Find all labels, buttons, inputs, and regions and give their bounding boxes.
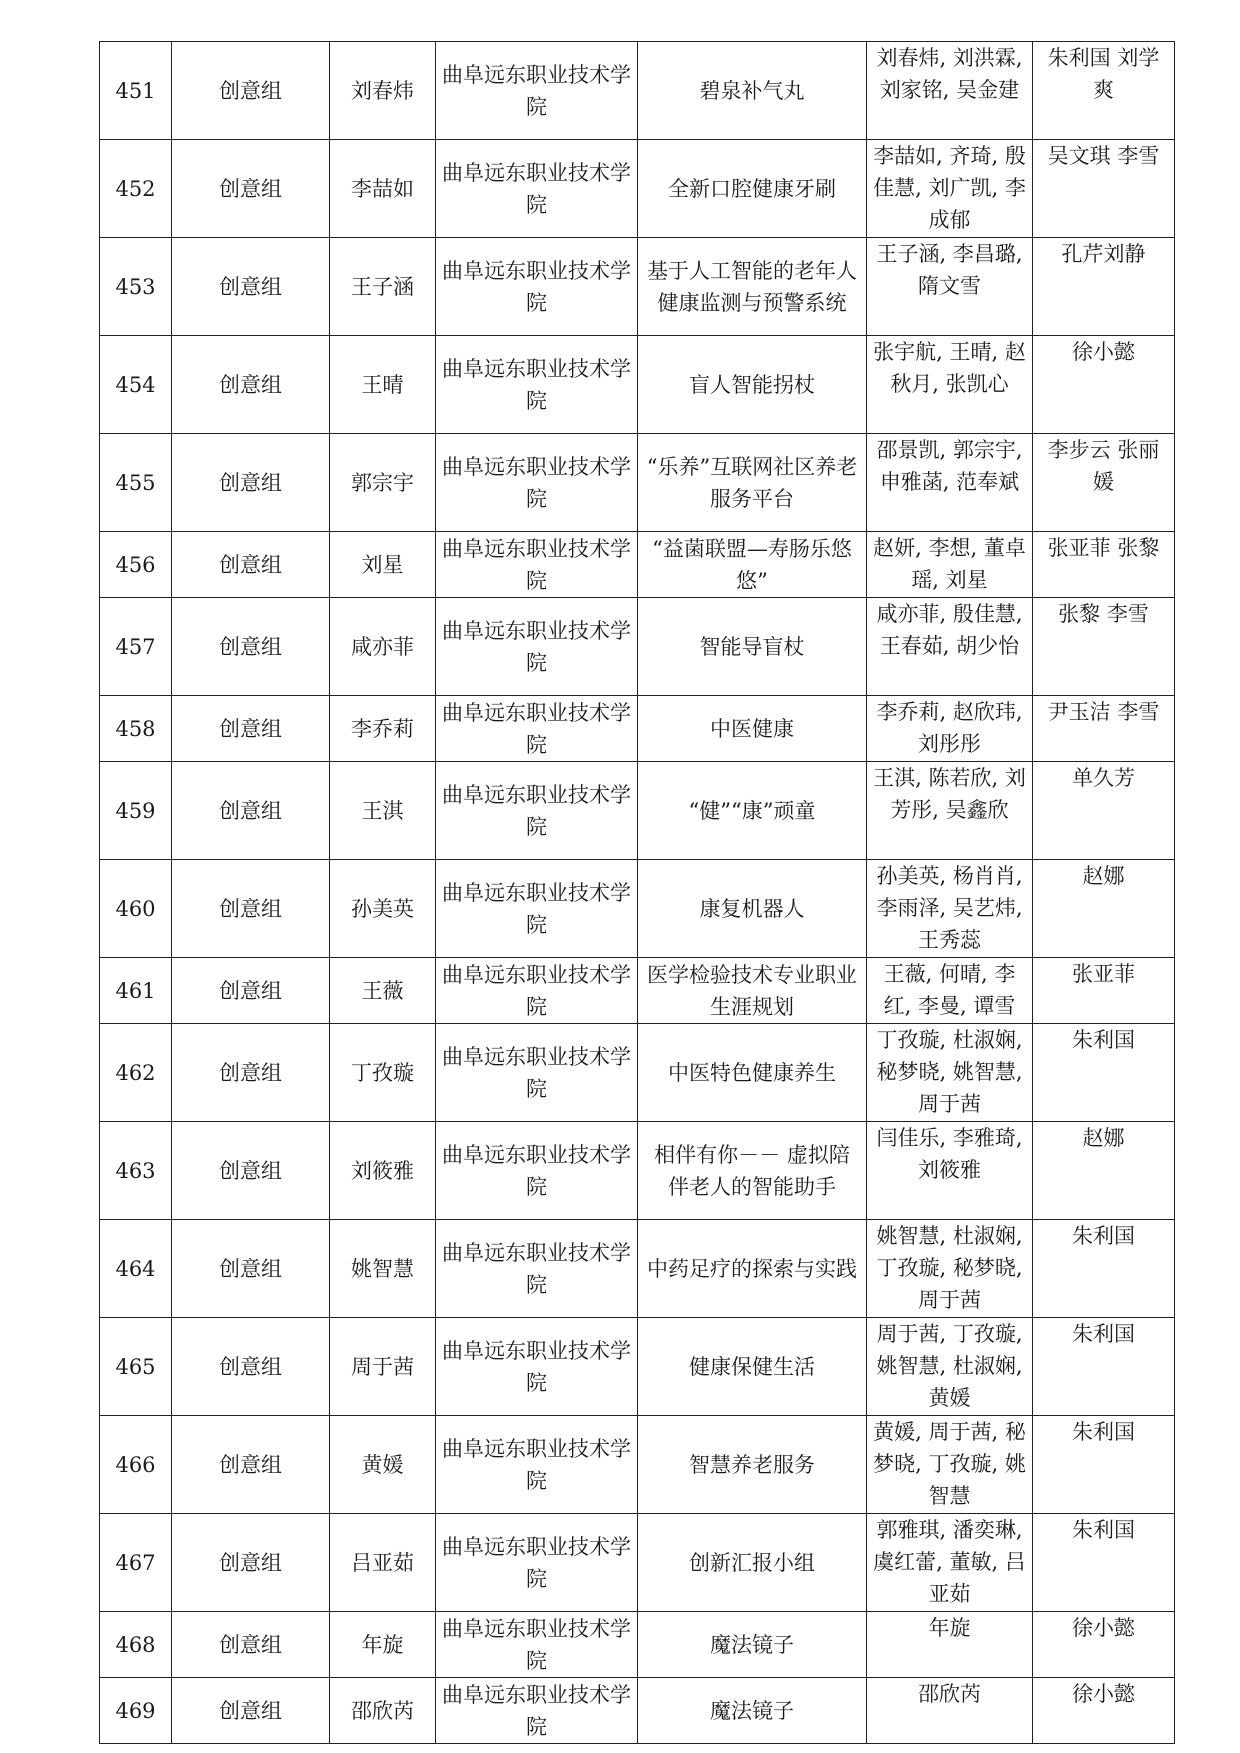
cell-leader: 周于茜 [330, 1318, 436, 1416]
table-row [100, 1122, 1175, 1220]
cell-members: 周于茜, 丁孜璇, 姚智慧, 杜淑娴, 黄媛 [867, 1318, 1033, 1416]
cell-group: 创意组 [172, 532, 330, 598]
cell-members: 邵景凯, 郭宗宇, 申雅菡, 范奉斌 [867, 434, 1033, 532]
table-row [100, 1416, 1175, 1514]
cell-members: 年旋 [867, 1612, 1033, 1678]
table-row [100, 696, 1175, 762]
cell-members: 丁孜璇, 杜淑娴, 秘梦晓, 姚智慧, 周于茜 [867, 1024, 1033, 1122]
cell-number: 466 [100, 1416, 172, 1514]
cell-members: 邵欣芮 [867, 1678, 1033, 1744]
cell-school: 曲阜远东职业技术学院 [436, 598, 638, 696]
cell-leader: 刘筱雅 [330, 1122, 436, 1220]
cell-members: 郭雅琪, 潘奕琳, 虞红蕾, 董敏, 吕亚茹 [867, 1514, 1033, 1612]
cell-number: 465 [100, 1318, 172, 1416]
cell-members: 刘春炜, 刘洪霖, 刘家铭, 吴金建 [867, 42, 1033, 140]
cell-project: 中药足疗的探索与实践 [638, 1220, 867, 1318]
cell-project: “健”“康”顽童 [638, 762, 867, 860]
cell-leader: 咸亦菲 [330, 598, 436, 696]
cell-advisor: 朱利国 [1033, 1024, 1175, 1122]
cell-group: 创意组 [172, 1220, 330, 1318]
cell-school: 曲阜远东职业技术学院 [436, 532, 638, 598]
table-row [100, 336, 1175, 434]
cell-number: 457 [100, 598, 172, 696]
table-row [100, 434, 1175, 532]
table-row [100, 238, 1175, 336]
cell-number: 463 [100, 1122, 172, 1220]
cell-project: “乐养”互联网社区养老服务平台 [638, 434, 867, 532]
cell-project: 健康保健生活 [638, 1318, 867, 1416]
cell-leader: 姚智慧 [330, 1220, 436, 1318]
cell-leader: 吕亚茹 [330, 1514, 436, 1612]
cell-school: 曲阜远东职业技术学院 [436, 1416, 638, 1514]
cell-school: 曲阜远东职业技术学院 [436, 860, 638, 958]
cell-project: 魔法镜子 [638, 1612, 867, 1678]
cell-members: 张宇航, 王晴, 赵秋月, 张凯心 [867, 336, 1033, 434]
cell-leader: 王淇 [330, 762, 436, 860]
cell-leader: 李乔莉 [330, 696, 436, 762]
cell-group: 创意组 [172, 1514, 330, 1612]
cell-school: 曲阜远东职业技术学院 [436, 336, 638, 434]
cell-school: 曲阜远东职业技术学院 [436, 42, 638, 140]
cell-school: 曲阜远东职业技术学院 [436, 1318, 638, 1416]
cell-school: 曲阜远东职业技术学院 [436, 1612, 638, 1678]
cell-number: 464 [100, 1220, 172, 1318]
cell-members: 王薇, 何晴, 李红, 李曼, 谭雪 [867, 958, 1033, 1024]
cell-advisor: 尹玉洁 李雪 [1033, 696, 1175, 762]
award-table [99, 41, 1175, 1744]
table-row [100, 598, 1175, 696]
cell-group: 创意组 [172, 762, 330, 860]
cell-group: 创意组 [172, 336, 330, 434]
cell-advisor: 张亚菲 张黎 [1033, 532, 1175, 598]
cell-advisor: 徐小懿 [1033, 1678, 1175, 1744]
cell-members: 王子涵, 李昌璐, 隋文雪 [867, 238, 1033, 336]
cell-group: 创意组 [172, 696, 330, 762]
cell-school: 曲阜远东职业技术学院 [436, 1678, 638, 1744]
table-row [100, 532, 1175, 598]
cell-leader: 孙美英 [330, 860, 436, 958]
cell-group: 创意组 [172, 238, 330, 336]
cell-project: 中医健康 [638, 696, 867, 762]
cell-advisor: 张亚菲 [1033, 958, 1175, 1024]
table-row [100, 1024, 1175, 1122]
table-body [100, 42, 1175, 1744]
cell-members: 赵妍, 李想, 董卓瑶, 刘星 [867, 532, 1033, 598]
cell-advisor: 徐小懿 [1033, 336, 1175, 434]
cell-leader: 邵欣芮 [330, 1678, 436, 1744]
table-row [100, 860, 1175, 958]
cell-advisor: 朱利国 [1033, 1220, 1175, 1318]
cell-advisor: 赵娜 [1033, 860, 1175, 958]
cell-number: 453 [100, 238, 172, 336]
cell-project: 盲人智能拐杖 [638, 336, 867, 434]
cell-members: 闫佳乐, 李雅琦, 刘筱雅 [867, 1122, 1033, 1220]
cell-advisor: 赵娜 [1033, 1122, 1175, 1220]
table-row [100, 1220, 1175, 1318]
cell-school: 曲阜远东职业技术学院 [436, 1024, 638, 1122]
cell-advisor: 徐小懿 [1033, 1612, 1175, 1678]
cell-project: 基于人工智能的老年人健康监测与预警系统 [638, 238, 867, 336]
cell-group: 创意组 [172, 1612, 330, 1678]
cell-leader: 刘春炜 [330, 42, 436, 140]
cell-number: 468 [100, 1612, 172, 1678]
table-row [100, 1678, 1175, 1744]
cell-school: 曲阜远东职业技术学院 [436, 140, 638, 238]
cell-number: 461 [100, 958, 172, 1024]
cell-group: 创意组 [172, 1318, 330, 1416]
cell-school: 曲阜远东职业技术学院 [436, 696, 638, 762]
table-row [100, 140, 1175, 238]
cell-advisor: 朱利国 刘学爽 [1033, 42, 1175, 140]
cell-project: 创新汇报小组 [638, 1514, 867, 1612]
cell-advisor: 孔芹刘静 [1033, 238, 1175, 336]
cell-group: 创意组 [172, 1024, 330, 1122]
cell-members: 李喆如, 齐琦, 殷佳慧, 刘广凯, 李成郁 [867, 140, 1033, 238]
cell-advisor: 吴文琪 李雪 [1033, 140, 1175, 238]
table-row [100, 762, 1175, 860]
table-row [100, 1514, 1175, 1612]
table-row [100, 1612, 1175, 1678]
cell-group: 创意组 [172, 1416, 330, 1514]
cell-project: 中医特色健康养生 [638, 1024, 867, 1122]
table-row [100, 958, 1175, 1024]
cell-project: 碧泉补气丸 [638, 42, 867, 140]
cell-number: 460 [100, 860, 172, 958]
cell-number: 458 [100, 696, 172, 762]
cell-school: 曲阜远东职业技术学院 [436, 1122, 638, 1220]
cell-leader: 王薇 [330, 958, 436, 1024]
cell-group: 创意组 [172, 958, 330, 1024]
cell-leader: 王子涵 [330, 238, 436, 336]
cell-project: 康复机器人 [638, 860, 867, 958]
cell-leader: 刘星 [330, 532, 436, 598]
cell-leader: 王晴 [330, 336, 436, 434]
cell-number: 454 [100, 336, 172, 434]
cell-number: 459 [100, 762, 172, 860]
cell-leader: 黄媛 [330, 1416, 436, 1514]
cell-group: 创意组 [172, 598, 330, 696]
cell-group: 创意组 [172, 42, 330, 140]
cell-leader: 丁孜璇 [330, 1024, 436, 1122]
cell-leader: 年旋 [330, 1612, 436, 1678]
cell-number: 452 [100, 140, 172, 238]
table-row [100, 42, 1175, 140]
cell-group: 创意组 [172, 860, 330, 958]
cell-number: 467 [100, 1514, 172, 1612]
cell-advisor: 朱利国 [1033, 1318, 1175, 1416]
cell-number: 469 [100, 1678, 172, 1744]
cell-group: 创意组 [172, 1678, 330, 1744]
cell-project: 智能导盲杖 [638, 598, 867, 696]
cell-members: 李乔莉, 赵欣玮, 刘彤彤 [867, 696, 1033, 762]
cell-advisor: 李步云 张丽媛 [1033, 434, 1175, 532]
cell-members: 姚智慧, 杜淑娴, 丁孜璇, 秘梦晓, 周于茜 [867, 1220, 1033, 1318]
cell-school: 曲阜远东职业技术学院 [436, 238, 638, 336]
cell-school: 曲阜远东职业技术学院 [436, 1514, 638, 1612]
cell-members: 咸亦菲, 殷佳慧, 王春茹, 胡少怡 [867, 598, 1033, 696]
cell-group: 创意组 [172, 1122, 330, 1220]
cell-project: 全新口腔健康牙刷 [638, 140, 867, 238]
cell-school: 曲阜远东职业技术学院 [436, 958, 638, 1024]
cell-group: 创意组 [172, 140, 330, 238]
table-row [100, 1318, 1175, 1416]
cell-school: 曲阜远东职业技术学院 [436, 1220, 638, 1318]
cell-members: 黄媛, 周于茜, 秘梦晓, 丁孜璇, 姚智慧 [867, 1416, 1033, 1514]
cell-project: 魔法镜子 [638, 1678, 867, 1744]
cell-advisor: 单久芳 [1033, 762, 1175, 860]
cell-advisor: 张黎 李雪 [1033, 598, 1175, 696]
cell-project: 医学检验技术专业职业生涯规划 [638, 958, 867, 1024]
cell-advisor: 朱利国 [1033, 1416, 1175, 1514]
cell-project: “益菌联盟—寿肠乐悠悠” [638, 532, 867, 598]
cell-number: 462 [100, 1024, 172, 1122]
cell-school: 曲阜远东职业技术学院 [436, 434, 638, 532]
cell-group: 创意组 [172, 434, 330, 532]
cell-leader: 李喆如 [330, 140, 436, 238]
cell-number: 455 [100, 434, 172, 532]
cell-number: 456 [100, 532, 172, 598]
cell-project: 相伴有你－－ 虚拟陪伴老人的智能助手 [638, 1122, 867, 1220]
cell-number: 451 [100, 42, 172, 140]
cell-members: 孙美英, 杨肖肖, 李雨泽, 吴艺炜, 王秀蕊 [867, 860, 1033, 958]
cell-members: 王淇, 陈若欣, 刘芳彤, 吴鑫欣 [867, 762, 1033, 860]
cell-project: 智慧养老服务 [638, 1416, 867, 1514]
cell-leader: 郭宗宇 [330, 434, 436, 532]
cell-advisor: 朱利国 [1033, 1514, 1175, 1612]
cell-school: 曲阜远东职业技术学院 [436, 762, 638, 860]
